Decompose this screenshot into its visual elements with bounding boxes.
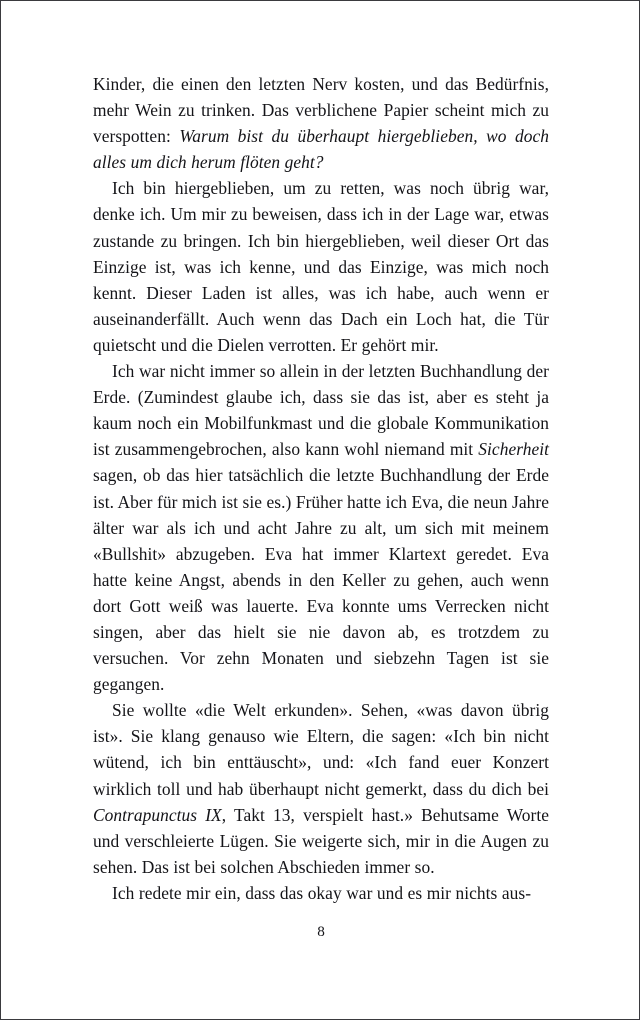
paragraph: Ich war nicht immer so allein in der letzten Buchhandlung der Erde. (Zumindest glaube ich, dass sie das ist, aber es steht ja kaum noch ein Mobilfunkmast und die globale Kommunikation ist zusammengebrochen, also kann wohl niemand mit Sicherheit sagen, ob das hier tatsächlich die letzte Buchhandlung der Erde ist. Aber für mich ist sie es.) Früher hatte ich Eva, die neun Jahre älter war als ich und acht Jahre zu alt, um sich mit meinem «Bullshit» abzugeben. Eva hat immer Klartext geredet. Eva hatte keine Angst, abends in den Keller zu gehen, auch wenn dort Gott weiß was lauerte. Eva konnte ums Verrecken nicht singen, aber das hielt sie nie davon ab, es trotzdem zu versuchen. Vor zehn Monaten und siebzehn Tagen ist sie gegangen. — [93, 361, 549, 695]
paragraph: Kinder, die einen den letzten Nerv kosten, und das Bedürfnis, mehr Wein zu trinken. Das verblichene Papier scheint mich zu verspotten: Warum bist du überhaupt hiergeblieben, wo doch alles um dich herum flöten geht? — [93, 74, 550, 173]
page-text-block — [93, 71, 549, 906]
page-number: 8 — [317, 923, 325, 940]
italic-run: Contrapunctus IX — [93, 804, 222, 825]
paragraph: Sie wollte «die Welt erkunden». Sehen, «was davon übrig ist». Sie klang genauso wie Eltern, die sagen: «Ich bin nicht wütend, ich bin enttäuscht», und: «Ich fand euer Konzert wirklich toll und hab überhaupt nicht gemerkt, dass du dich bei Contrapunctus IX, Takt 13, verspielt hast.» Behutsame Worte und verschleierte Lügen. Sie weigerte sich, mir in die Augen zu sehen. Das ist bei solchen Abschieden immer so. — [93, 700, 550, 877]
paragraph: Ich bin hiergeblieben, um zu retten, was noch übrig war, denke ich. Um mir zu beweisen, dass ich in der Lage war, etwas zustande zu bringen. Ich bin hiergeblieben, weil dieser Ort das Einzige ist, was ich kenne, und das Einzige, was mich noch kennt. Dieser Laden ist alles, was ich habe, auch wenn er auseinanderfällt. Auch wenn das Dach ein Loch hat, die Tür quietscht und die Dielen verrotten. Er gehört mir. — [93, 178, 549, 355]
paragraph: Ich redete mir ein, dass das okay war und es mir nichts aus- — [112, 882, 532, 903]
italic-run: Sicherheit — [478, 439, 549, 460]
italic-run: Warum bist du überhaupt hiergeblieben, wo doch alles um dich herum flöten geht? — [93, 126, 550, 173]
